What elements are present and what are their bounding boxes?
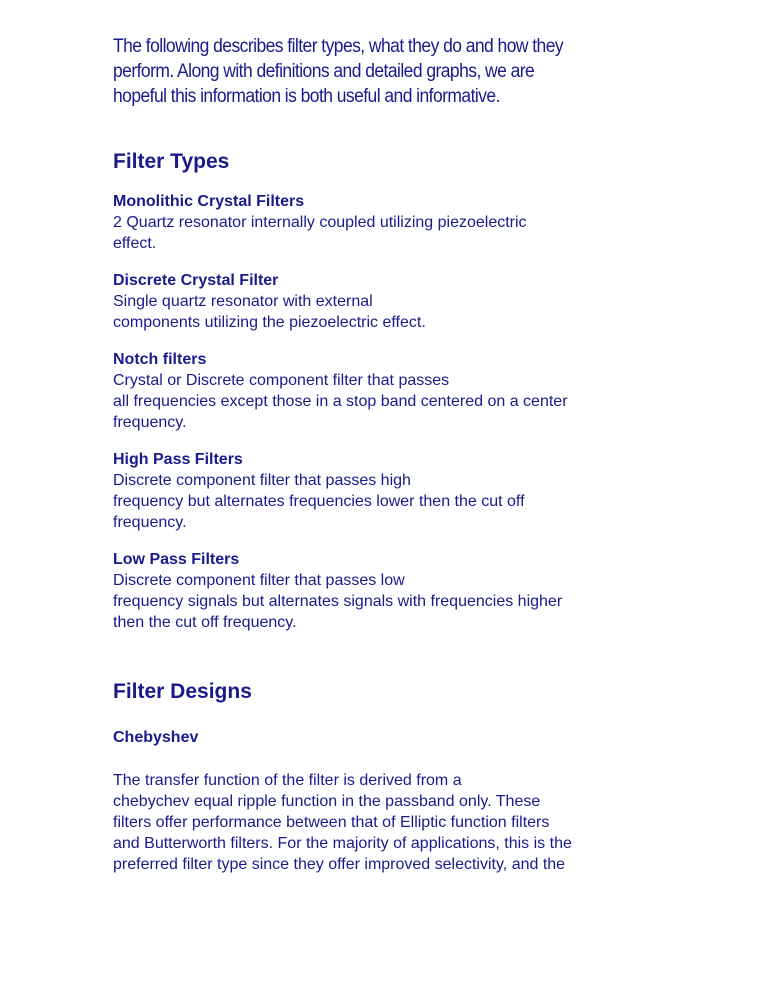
filter-type-description — [113, 291, 673, 333]
description-line: filters offer performance between that of Elliptic function filters — [113, 814, 550, 831]
intro-line: perform. Along with definitions and detailed graphs, we are — [113, 61, 535, 82]
filter-type-high-pass — [113, 449, 673, 533]
description-line: The transfer function of the filter is derived from a — [113, 772, 462, 789]
description-line: Discrete component filter that passes low — [113, 572, 405, 589]
filter-type-title: Monolithic Crystal Filters — [113, 193, 305, 210]
filter-types-heading: Filter Types — [113, 150, 230, 173]
description-line: frequency but alternates frequencies lower then the cut off — [113, 493, 525, 510]
description-line: Single quartz resonator with external — [113, 293, 373, 310]
description-line: Discrete component filter that passes high — [113, 472, 411, 489]
filter-type-monolithic — [113, 191, 673, 254]
chebyshev-title: Chebyshev — [113, 729, 199, 746]
filter-type-title: Discrete Crystal Filter — [113, 272, 279, 289]
intro-line: hopeful this information is both useful and informative. — [113, 86, 500, 107]
filter-designs-heading: Filter Designs — [113, 680, 252, 703]
description-line: frequency. — [113, 414, 187, 431]
filter-type-description — [113, 212, 673, 254]
description-line: frequency signals but alternates signals with frequencies higher — [113, 593, 563, 610]
intro-line: The following describes filter types, what they do and how they — [113, 36, 564, 57]
description-line: effect. — [113, 235, 157, 252]
chebyshev-description — [113, 770, 673, 875]
description-line: components utilizing the piezoelectric effect. — [113, 314, 426, 331]
filter-type-notch — [113, 349, 673, 433]
filter-type-low-pass — [113, 549, 673, 633]
description-line: frequency. — [113, 514, 187, 531]
description-line: 2 Quartz resonator internally coupled utilizing piezoelectric — [113, 214, 527, 231]
filter-type-title: Low Pass Filters — [113, 551, 240, 568]
description-line: all frequencies except those in a stop band centered on a center — [113, 393, 568, 410]
document-page — [113, 34, 673, 891]
filter-type-discrete-crystal — [113, 270, 673, 333]
filter-type-description — [113, 570, 673, 633]
description-line: and Butterworth filters. For the majority of applications, this is the — [113, 835, 572, 852]
description-line: then the cut off frequency. — [113, 614, 297, 631]
description-line: Crystal or Discrete component filter that passes — [113, 372, 450, 389]
filter-type-title: Notch filters — [113, 351, 207, 368]
description-line: chebychev equal ripple function in the passband only. These — [113, 793, 541, 810]
filter-type-description — [113, 370, 673, 433]
intro-paragraph — [113, 34, 665, 109]
filter-type-title: High Pass Filters — [113, 451, 243, 468]
description-line: preferred filter type since they offer improved selectivity, and the — [113, 856, 566, 873]
filter-type-description — [113, 470, 673, 533]
